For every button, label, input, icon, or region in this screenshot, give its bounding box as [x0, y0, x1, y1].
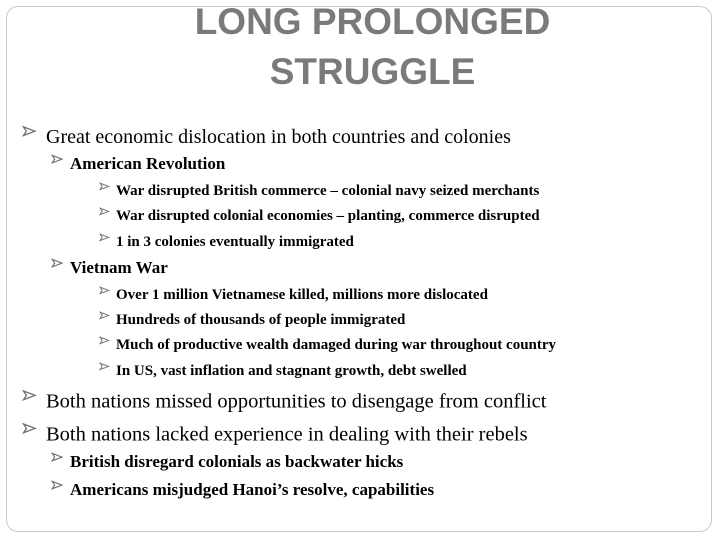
hollow-arrow-bullet-icon — [22, 123, 46, 143]
hollow-arrow-bullet-icon — [22, 387, 46, 408]
bullet-text: 1 in 3 colonies eventually immigrated — [116, 234, 354, 250]
hollow-arrow-bullet-icon — [99, 309, 116, 324]
bullet-item-colonial-economies — [99, 205, 540, 224]
hollow-arrow-bullet-icon — [99, 231, 116, 246]
hollow-arrow-bullet-icon — [99, 205, 116, 220]
bullet-item-american-revolution — [51, 152, 225, 172]
bullet-item-people-immigrated — [99, 309, 405, 328]
bullet-text: Both nations missed opportunities to disengage from conflict — [46, 390, 547, 413]
bullet-text: Vietnam War — [70, 258, 168, 277]
bullet-text: Over 1 million Vietnamese killed, millions more dislocated — [116, 287, 488, 303]
hollow-arrow-bullet-icon — [51, 450, 70, 467]
bullet-item-vietnamese-killed — [99, 284, 488, 303]
bullet-text: Both nations lacked experience in dealing with their rebels — [46, 423, 528, 446]
hollow-arrow-bullet-icon — [99, 180, 116, 195]
bullet-item-vietnam-war — [51, 256, 168, 276]
bullet-item-economic-dislocation — [22, 123, 511, 147]
bullet-item-british-commerce — [99, 180, 539, 199]
hollow-arrow-bullet-icon — [99, 334, 116, 349]
bullet-text: British disregard colonials as backwater hicks — [70, 452, 404, 471]
hollow-arrow-bullet-icon — [51, 478, 70, 495]
bullet-text: American Revolution — [70, 154, 226, 173]
bullet-text: Great economic dislocation in both countries and colonies — [46, 126, 511, 148]
bullet-text: Much of productive wealth damaged during war throughout country — [116, 337, 557, 353]
bullet-text: In US, vast inflation and stagnant growth, debt swelled — [116, 363, 467, 379]
bullet-text: Americans misjudged Hanoi’s resolve, capabilities — [70, 480, 435, 499]
bullet-text: War disrupted colonial economies – planting, commerce disrupted — [116, 208, 540, 224]
bullet-text: War disrupted British commerce – colonial navy seized merchants — [116, 183, 540, 199]
bullet-item-missed-opportunities — [22, 387, 546, 412]
bullet-text: Hundreds of thousands of people immigrated — [116, 312, 406, 328]
slide-title-line-1: LONG PROLONGED — [194, 1, 551, 42]
hollow-arrow-bullet-icon — [99, 360, 116, 375]
bullet-item-productive-wealth — [99, 334, 556, 353]
bullet-item-colonies-immigrated — [99, 231, 354, 250]
hollow-arrow-bullet-icon — [51, 152, 70, 169]
bullet-item-lacked-experience — [22, 420, 528, 445]
hollow-arrow-bullet-icon — [22, 420, 46, 441]
bullet-item-british-disregard — [51, 450, 403, 470]
bullet-item-us-inflation — [99, 360, 467, 379]
hollow-arrow-bullet-icon — [99, 284, 116, 299]
slide-title-line-2: STRUGGLE — [269, 51, 476, 92]
bullet-item-americans-misjudged — [51, 478, 434, 498]
hollow-arrow-bullet-icon — [51, 256, 70, 273]
